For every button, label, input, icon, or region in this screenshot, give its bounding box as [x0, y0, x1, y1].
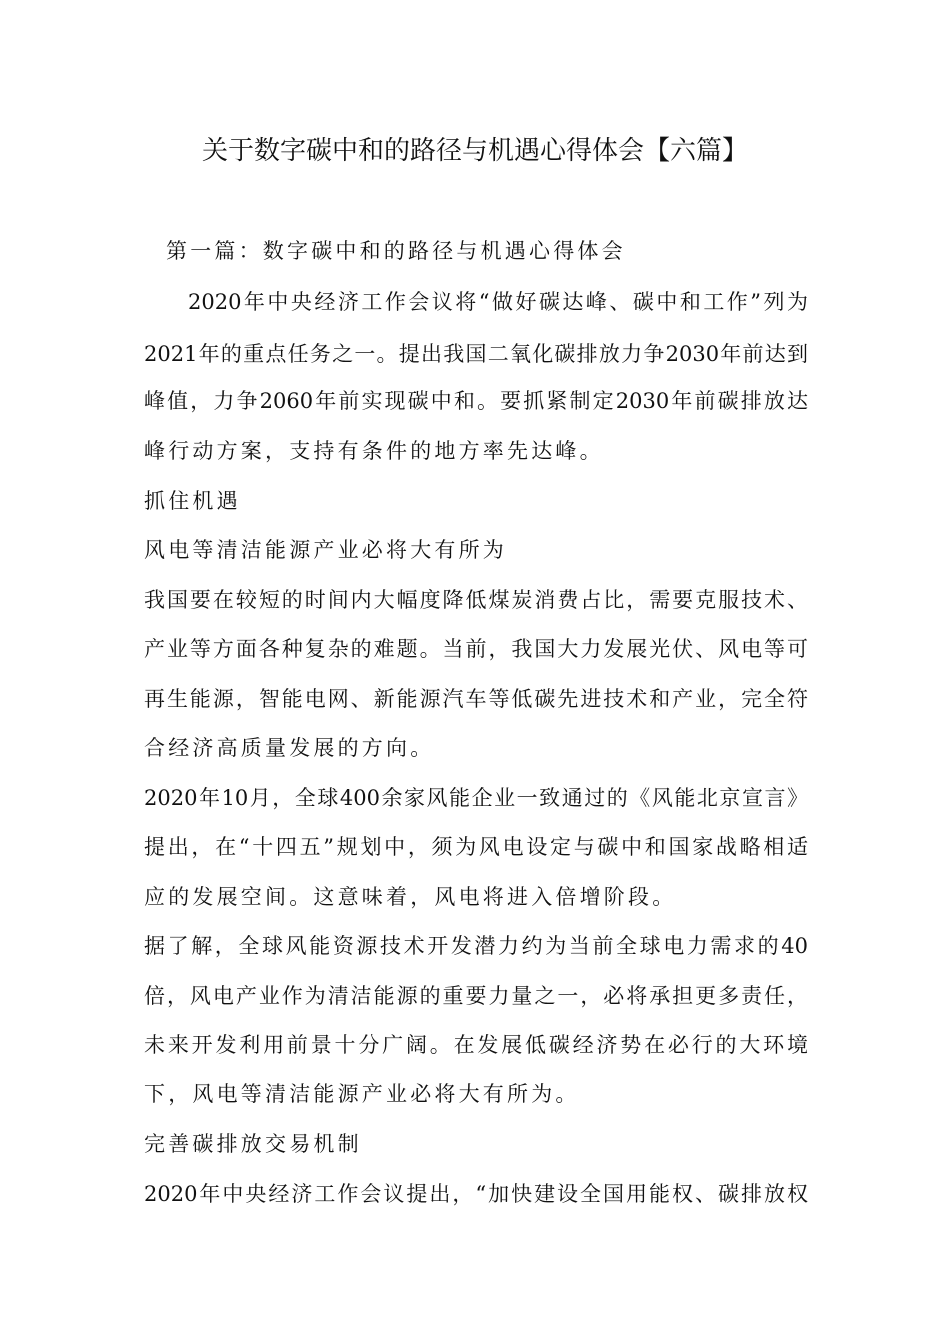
paragraph-line: 2020年中央经济工作会议提出，“加快建设全国用能权、碳排放权	[144, 1182, 808, 1206]
paragraph-line: 据了解，全球风能资源技术开发潜力约为当前全球电力需求的40	[144, 934, 808, 958]
paragraph-line: 合经济高质量发展的方向。	[144, 736, 435, 760]
document-title: 关于数字碳中和的路径与机遇心得体会【六篇】	[201, 136, 748, 166]
paragraph-line: 峰行动方案，支持有条件的地方率先达峰。	[144, 439, 604, 463]
paragraph-line: 应的发展空间。这意味着，风电将进入倍增阶段。	[144, 885, 677, 909]
subheading: 抓住机遇	[144, 489, 241, 513]
paragraph-line: 未来开发利用前景十分广阔。在发展低碳经济势在必行的大环境	[144, 1033, 808, 1057]
subheading: 完善碳排放交易机制	[144, 1132, 362, 1156]
paragraph-line: 下，风电等清洁能源产业必将大有所为。	[144, 1082, 580, 1106]
paragraph-line: 2020年10月，全球400余家风能企业一致通过的《风能北京宣言》	[144, 786, 808, 810]
paragraph-line: 产业等方面各种复杂的难题。当前，我国大力发展光伏、风电等可	[144, 637, 808, 661]
paragraph-line: 倍，风电产业作为清洁能源的重要力量之一，必将承担更多责任，	[144, 984, 808, 1008]
paragraph-line: 2020年中央经济工作会议将“做好碳达峰、碳中和工作”列为	[188, 290, 808, 314]
subheading: 风电等清洁能源产业必将大有所为	[144, 538, 507, 562]
paragraph-line: 峰值，力争2060年前实现碳中和。要抓紧制定2030年前碳排放达	[144, 389, 808, 413]
paragraph-line: 我国要在较短的时间内大幅度降低煤炭消费占比，需要克服技术、	[144, 588, 808, 612]
paragraph-line: 2021年的重点任务之一。提出我国二氧化碳排放力争2030年前达到	[144, 342, 808, 366]
section-heading: 第一篇：数字碳中和的路径与机遇心得体会	[166, 239, 626, 263]
paragraph-line: 提出，在“十四五”规划中，须为风电设定与碳中和国家战略相适	[144, 835, 808, 859]
paragraph-line: 再生能源，智能电网、新能源汽车等低碳先进技术和产业，完全符	[144, 687, 808, 711]
